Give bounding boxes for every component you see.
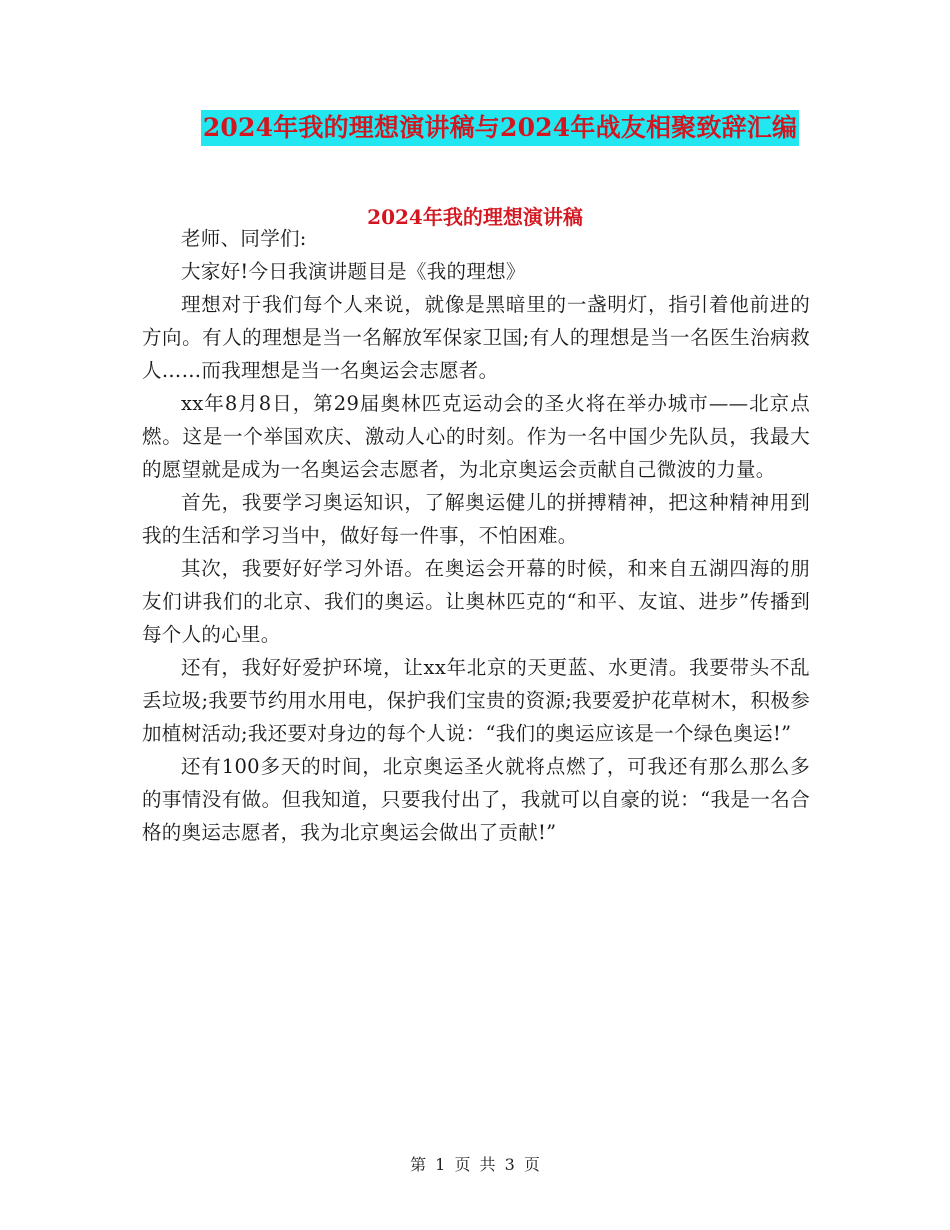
paragraph-salutation: 老师、同学们: <box>181 227 307 250</box>
paragraph-greeting: 大家好!今日我演讲题目是《我的理想》 <box>181 260 526 283</box>
paragraph-intro: 理想对于我们每个人来说，就像是黑暗里的一盏明灯，指引着他前进的方向。有人的理想是当一名解放军保家卫国;有人的理想是当一名医生治病救人……而我理想是当一名奥运会志愿者。 <box>142 293 810 382</box>
section-title: 2024年我的理想演讲稿 <box>367 205 583 229</box>
document-body <box>142 222 810 849</box>
page-number-footer: 第 1 页 共 3 页 <box>410 1155 540 1174</box>
document-title: 2024年我的理想演讲稿与2024年战友相聚致辞汇编 <box>201 110 799 146</box>
paragraph-conclusion: 还有100多天的时间，北京奥运圣火就将点燃了，可我还有那么那么多的事情没有做。但我知道，只要我付出了，我就可以自豪的说：“我是一名合格的奥运志愿者，我为北京奥运会做出了贡献!” <box>142 755 810 844</box>
paragraph-third: 还有，我好好爱护环境，让xx年北京的天更蓝、水更清。我要带头不乱丢垃圾;我要节约用水用电，保护我们宝贵的资源;我要爱护花草树木，积极参加植树活动;我还要对身边的每个人说：“我们的奥运应该是一个绿色奥运!” <box>142 656 810 745</box>
paragraph-second: 其次，我要好好学习外语。在奥运会开幕的时候，和来自五湖四海的朋友们讲我们的北京、我们的奥运。让奥林匹克的“和平、友谊、进步”传播到每个人的心里。 <box>142 557 810 646</box>
paragraph-olympics: xx年8月8日，第29届奥林匹克运动会的圣火将在举办城市——北京点燃。这是一个举国欢庆、激动人心的时刻。作为一名中国少先队员，我最大的愿望就是成为一名奥运会志愿者，为北京奥运会贡献自己微波的力量。 <box>142 392 810 481</box>
paragraph-first: 首先，我要学习奥运知识，了解奥运健儿的拼搏精神，把这种精神用到我的生活和学习当中，做好每一件事，不怕困难。 <box>142 491 810 547</box>
document-title-container <box>0 110 950 146</box>
